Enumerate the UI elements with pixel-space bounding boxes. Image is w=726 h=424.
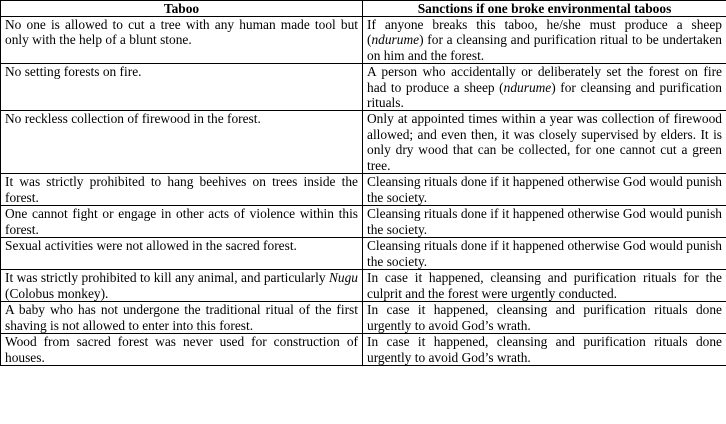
sanction-term: ndurume xyxy=(371,32,420,48)
taboo-cell: One cannot fight or engage in other acts of violence within this forest. xyxy=(1,206,363,238)
table-row xyxy=(1,64,726,111)
table-row xyxy=(1,206,726,238)
table-header-row xyxy=(1,1,726,17)
table-row xyxy=(1,174,726,206)
sanction-cell: In case it happened, cleansing and purification rituals for the culprit and the forest were urgently conducted. xyxy=(363,270,726,302)
table-row xyxy=(1,302,726,334)
header-sanctions: Sanctions if one broke environmental taboos xyxy=(363,1,726,17)
sanction-cell: Cleansing rituals done if it happened otherwise God would punish the society. xyxy=(363,206,726,238)
taboo-cell: No one is allowed to cut a tree with any human made tool but only with the help of a blunt stone. xyxy=(1,17,363,64)
header-taboo: Taboo xyxy=(1,1,363,17)
table-row xyxy=(1,334,726,366)
sanction-cell: In case it happened, cleansing and purification rituals done urgently to avoid God’s wrath. xyxy=(363,334,726,366)
taboo-cell xyxy=(1,270,363,302)
table-row xyxy=(1,238,726,270)
taboo-cell: No reckless collection of firewood in the forest. xyxy=(1,111,363,174)
sanction-cell xyxy=(363,17,726,64)
sanction-cell xyxy=(363,64,726,111)
sanction-cell: Cleansing rituals done if it happened otherwise God would punish the society. xyxy=(363,238,726,270)
taboo-cell: No setting forests on fire. xyxy=(1,64,363,111)
sanction-cell: In case it happened, cleansing and purification rituals done urgently to avoid God’s wrath. xyxy=(363,302,726,334)
taboo-text: (Colobus monkey). xyxy=(5,285,109,301)
taboo-text: It was strictly prohibited to kill any animal, and particularly xyxy=(5,270,329,286)
table-row xyxy=(1,111,726,174)
taboo-cell: Sexual activities were not allowed in the sacred forest. xyxy=(1,238,363,270)
sanction-text: A person who accidentally or deliberately set the forest on fire had to produce a sheep ( xyxy=(367,64,722,95)
taboo-term: Nugu xyxy=(328,270,358,286)
sanction-term: ndurume xyxy=(503,79,552,95)
sanction-text: If anyone breaks this taboo, he/she must produce a sheep ( xyxy=(367,17,722,48)
sanction-text: ) for cleansing and purification rituals. xyxy=(367,79,722,111)
sanction-cell: Cleansing rituals done if it happened otherwise God would punish the society. xyxy=(363,174,726,206)
table-row xyxy=(1,17,726,64)
sanction-cell: Only at appointed times within a year was collection of firewood allowed; and even then, it was closely supervised by elders. It is only dry wood that can be collected, for one cannot cut a green tree. xyxy=(363,111,726,174)
taboo-cell: A baby who has not undergone the traditional ritual of the first shaving is not allowed to enter into this forest. xyxy=(1,302,363,334)
taboo-cell: It was strictly prohibited to hang beehives on trees inside the forest. xyxy=(1,174,363,206)
table-row xyxy=(1,270,726,302)
taboo-cell: Wood from sacred forest was never used for construction of houses. xyxy=(1,334,363,366)
sanction-text: ) for a cleansing and purification ritual to be undertaken on him and the forest. xyxy=(367,32,722,63)
